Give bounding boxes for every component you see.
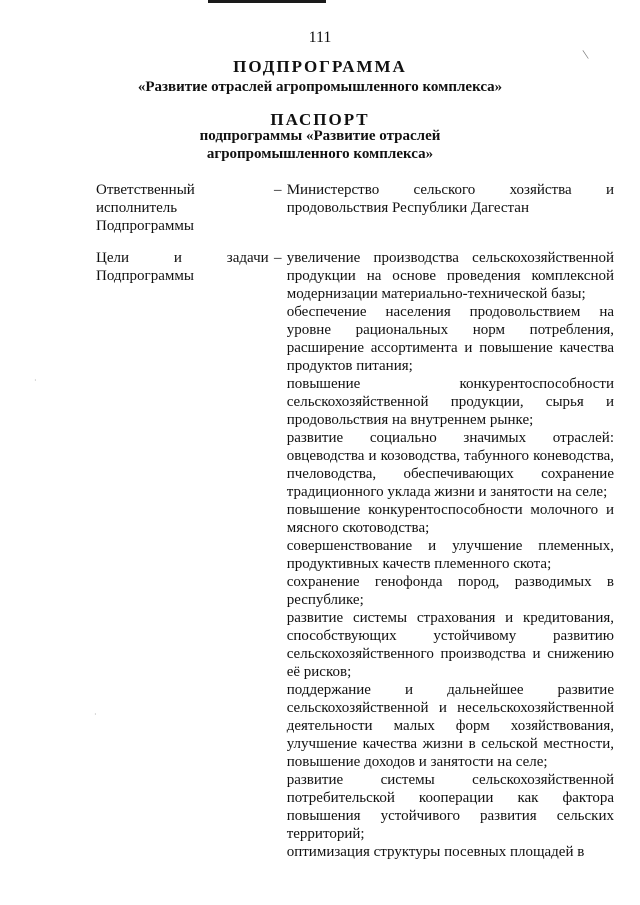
scan-mark: · — [94, 710, 97, 719]
passport-subtitle-line: подпрограммы «Развитие отраслей — [199, 128, 441, 144]
passport-subtitle-line: агропромышленного комплекса» — [206, 146, 434, 162]
goal-item: поддержание и дальнейшее развитие сельскохозяйственной и несельскохозяйственной деятельности малых форм хозяйствования, улучшение качества жизни в сельской местности, повышение доходов и занятости на селе; — [286, 682, 614, 770]
subprogram-title: ПОДПРОГРАММА — [233, 57, 407, 76]
top-scan-line — [208, 0, 326, 3]
passport-row-goals — [96, 249, 614, 861]
goal-item: развитие системы страхования и кредитования, способствующих устойчивому развитию сельскохозяйственного производства и снижению её рисков; — [286, 610, 614, 680]
goals-list — [287, 249, 614, 861]
passport-table — [96, 181, 614, 861]
goal-item: обеспечение населения продовольствием на уровне рациональных норм потребления, расширение ассортимента и повышение качества продуктов питания; — [286, 304, 614, 374]
row-label: Цели и задачи Подпрограммы — [96, 250, 269, 284]
goal-item: оптимизация структуры посевных площадей в — [286, 844, 585, 860]
row-dash: – — [273, 182, 282, 198]
passport-subtitle — [0, 127, 640, 163]
passport-row-executor — [96, 181, 614, 235]
scan-mark: · — [34, 376, 37, 385]
goal-item: увеличение производства сельскохозяйственной продукции на основе проведения комплексной модернизации материально-технической базы; — [286, 250, 614, 302]
scan-mark: \ — [581, 47, 590, 64]
row-dash: – — [273, 250, 282, 266]
goal-item: повышение конкурентоспособности молочного и мясного скотоводства; — [286, 502, 614, 536]
goal-item: совершенствование и улучшение племенных, продуктивных качеств племенного скота; — [286, 538, 614, 572]
goal-item: развитие системы сельскохозяйственной потребительской кооперации как фактора повышения устойчивого развития сельских территорий; — [286, 772, 614, 842]
goal-item: развитие социально значимых отраслей: овцеводства и козоводства, табунного коневодства, пчеловодства, обеспечивающих сохранение традиционного уклада жизни и занятости на селе; — [286, 430, 614, 500]
goal-item: повышение конкурентоспособности сельскохозяйственной продукции, сырья и продовольствия на внутреннем рынке; — [286, 376, 614, 428]
row-spacer — [96, 235, 614, 249]
subprogram-subtitle: «Развитие отраслей агропромышленного комплекса» — [137, 79, 503, 95]
row-label: Ответственный исполнитель Подпрограммы — [96, 182, 195, 234]
row-value: Министерство сельского хозяйства и продовольствия Республики Дагестан — [286, 182, 614, 216]
page-number: 111 — [308, 29, 332, 46]
passport-title: ПАСПОРТ — [270, 110, 370, 129]
goal-item: сохранение генофонда пород, разводимых в республике; — [286, 574, 614, 608]
